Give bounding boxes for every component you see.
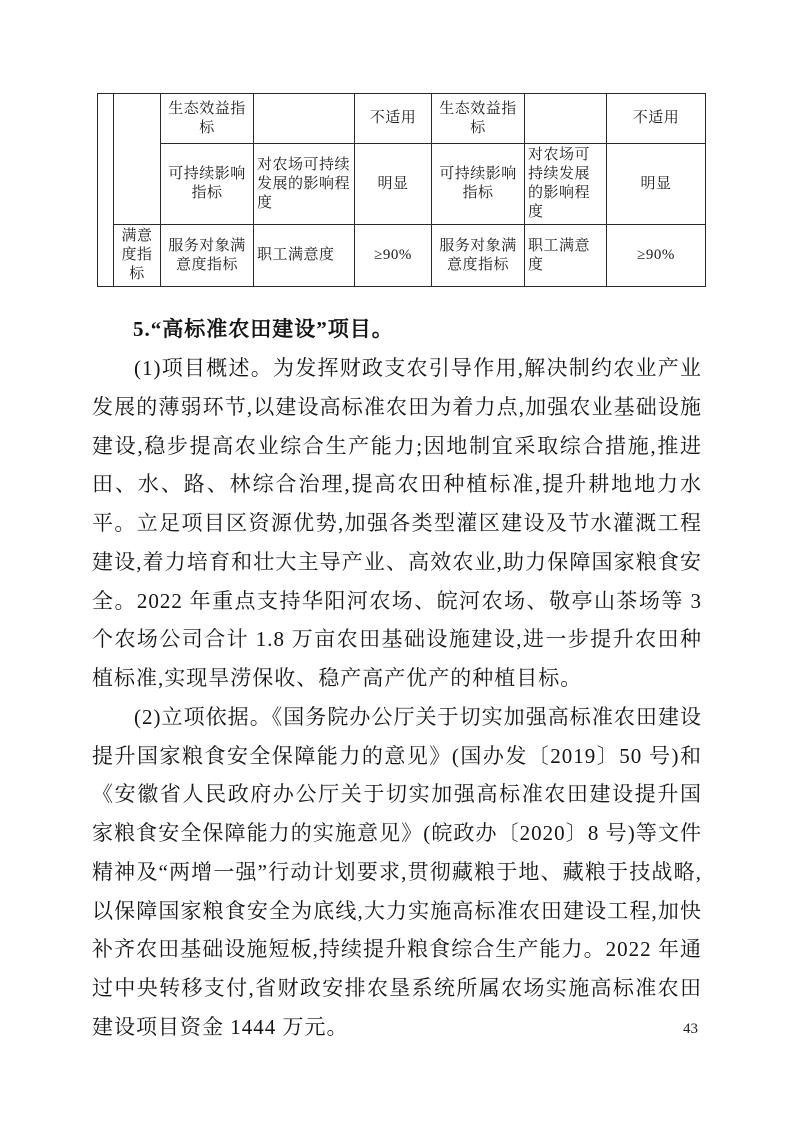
cell-sustain-detail-right: 对农场可持续发展的影响程度 — [525, 144, 607, 225]
cell-eco-benefit-indicator-left: 生态效益指标 — [161, 94, 254, 144]
cell-satisfaction-category: 满意度指标 — [114, 225, 161, 287]
page-number: 43 — [683, 1021, 698, 1037]
cell-sustain-value-right: 明显 — [607, 144, 706, 225]
cell-satisfaction-indicator-right: 服务对象满意度指标 — [432, 225, 525, 287]
section-heading: 5.“高标准农田建设”项目。 — [133, 317, 394, 341]
cell-sustain-value-left: 明显 — [355, 144, 432, 225]
cell-sustain-detail-left: 对农场可持续发展的影响程度 — [254, 144, 355, 225]
cell-eco-value-right: 不适用 — [607, 94, 706, 144]
cell-eco-detail-left-empty — [254, 94, 355, 144]
table-row — [98, 94, 706, 144]
page-content — [92, 93, 702, 1047]
table-row — [98, 225, 706, 287]
table-row — [98, 144, 706, 225]
cell-sustain-indicator-left: 可持续影响指标 — [161, 144, 254, 225]
cell-satisfaction-indicator-left: 服务对象满意度指标 — [161, 225, 254, 287]
cell-sustain-indicator-right: 可持续影响指标 — [432, 144, 525, 225]
performance-indicator-table — [97, 93, 706, 287]
cell-satisfaction-detail-left: 职工满意度 — [254, 225, 355, 287]
cell-eco-benefit-indicator-right: 生态效益指标 — [432, 94, 525, 144]
cell-spacer — [98, 94, 114, 287]
cell-satisfaction-detail-right: 职工满意度 — [525, 225, 607, 287]
cell-category-group-empty — [114, 94, 161, 225]
cell-eco-detail-right-empty — [525, 94, 607, 144]
cell-eco-value-left: 不适用 — [355, 94, 432, 144]
cell-satisfaction-value-right: ≥90% — [607, 225, 706, 287]
cell-satisfaction-value-left: ≥90% — [355, 225, 432, 287]
paragraph-project-basis: (2)立项依据。《国务院办公厅关于切实加强高标准农田建设提升国家粮食安全保障能力的意见》(国办发〔2019〕50 号)和《安徽省人民政府办公厅关于切实加强高标准农田建设提升国家粮食安全保障能力的实施意见》(皖政办〔2020〕8 号)等文件精神及“两增一强”行动计划要求,贯彻藏粮于地、藏粮于技战略,以保障国家粮食安全为底线,大力实施高标准农田建设工程,加快补齐农田基础设施短板,持续提升粮食综合生产能力。2022 年通过中央转移支付,省财政安排农垦系统所属农场实施高标准农田建设项目资金 1444 万元。 — [92, 704, 702, 1039]
paragraph-project-overview: (1)项目概述。为发挥财政支农引导作用,解决制约农业产业发展的薄弱环节,以建设高标准农田为着力点,加强农业基础设施建设,稳步提高农业综合生产能力;因地制宜采取综合措施,推进田、水、路、林综合治理,提高农田种植标准,提升耕地地力水平。立足项目区资源优势,加强各类型灌区建设及节水灌溉工程建设,着力培育和壮大主导产业、高效农业,助力保障国家粮食安全。2022 年重点支持华阳河农场、皖河农场、敬亭山茶场等 3 个农场公司合计 1.8 万亩农田基础设施建设,进一步提升农田种植标准,实现旱涝保收、稳产高产优产的种植目标。 — [92, 356, 702, 690]
